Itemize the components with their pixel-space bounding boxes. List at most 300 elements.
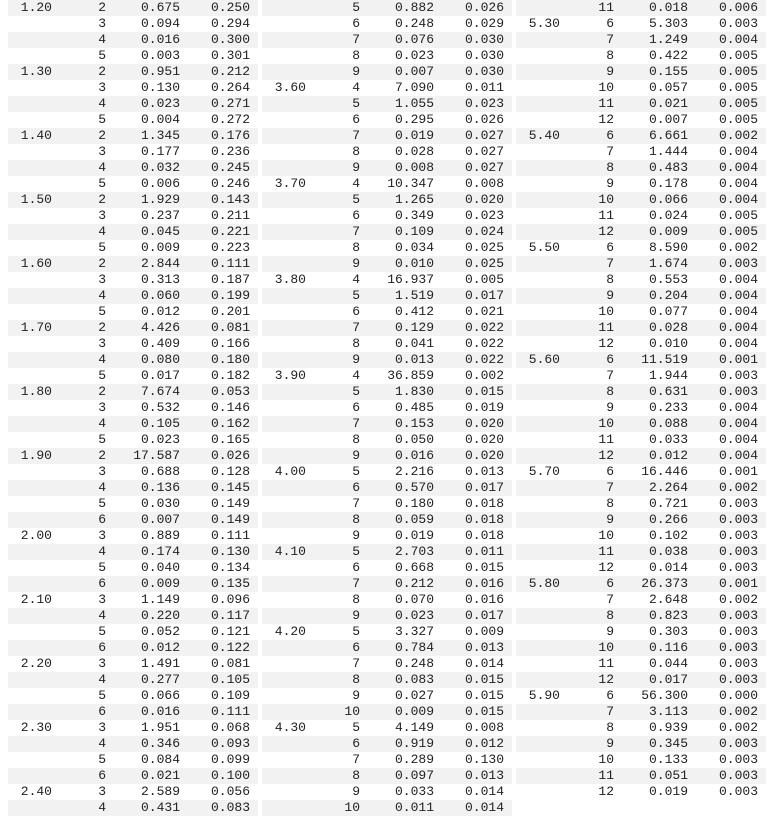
table-row [516, 48, 766, 64]
ratio-cell: 0.030 [464, 48, 504, 63]
row-key-cell: 5.50 [528, 240, 560, 255]
ratio-cell: 0.023 [464, 208, 504, 223]
table-row [516, 368, 766, 384]
value-cell: 0.030 [140, 496, 180, 511]
ratio-cell: 0.030 [464, 64, 504, 79]
table-row [8, 256, 258, 272]
value-cell: 0.483 [648, 160, 688, 175]
ratio-cell: 0.111 [210, 528, 250, 543]
table-row [8, 352, 258, 368]
table-row [262, 400, 512, 416]
value-cell: 0.027 [394, 688, 434, 703]
table-row [262, 624, 512, 640]
value-cell: 10.347 [387, 176, 434, 191]
index-cell: 6 [98, 640, 106, 655]
ratio-cell: 0.246 [210, 176, 250, 191]
ratio-cell: 0.003 [718, 736, 758, 751]
index-cell: 11 [598, 320, 614, 335]
ratio-cell: 0.014 [464, 784, 504, 799]
row-key-cell: 3.80 [274, 272, 306, 287]
ratio-cell: 0.012 [464, 736, 504, 751]
table-row [516, 32, 766, 48]
ratio-cell: 0.003 [718, 384, 758, 399]
table-row [516, 80, 766, 96]
table-row [262, 448, 512, 464]
ratio-cell: 0.003 [718, 560, 758, 575]
index-cell: 5 [352, 720, 360, 735]
index-cell: 9 [606, 512, 614, 527]
index-cell: 4 [98, 672, 106, 687]
ratio-cell: 0.018 [464, 528, 504, 543]
value-cell: 0.050 [394, 432, 434, 447]
index-cell: 4 [98, 224, 106, 239]
table-row [8, 720, 258, 736]
row-key-cell: 2.40 [20, 784, 52, 799]
value-cell: 0.345 [648, 736, 688, 751]
index-cell: 10 [344, 704, 360, 719]
value-cell: 11.519 [641, 352, 688, 367]
value-cell: 1.951 [140, 720, 180, 735]
value-cell: 3.113 [648, 704, 688, 719]
index-cell: 7 [352, 416, 360, 431]
value-cell: 4.149 [394, 720, 434, 735]
ratio-cell: 0.023 [464, 96, 504, 111]
value-cell: 0.009 [140, 240, 180, 255]
value-cell: 0.041 [394, 336, 434, 351]
table-row [262, 256, 512, 272]
ratio-cell: 0.004 [718, 32, 758, 47]
table-row [516, 480, 766, 496]
table-row [516, 160, 766, 176]
table-row [262, 192, 512, 208]
table-row [8, 48, 258, 64]
table-row [8, 240, 258, 256]
value-cell: 0.012 [140, 640, 180, 655]
value-cell: 0.094 [140, 16, 180, 31]
ratio-cell: 0.004 [718, 304, 758, 319]
index-cell: 5 [98, 624, 106, 639]
value-cell: 0.007 [394, 64, 434, 79]
index-cell: 4 [98, 480, 106, 495]
table-row [516, 224, 766, 240]
index-cell: 12 [598, 112, 614, 127]
table-row [516, 768, 766, 784]
ratio-cell: 0.236 [210, 144, 250, 159]
index-cell: 6 [98, 512, 106, 527]
index-cell: 7 [606, 144, 614, 159]
table-row [262, 32, 512, 48]
table-row [262, 80, 512, 96]
index-cell: 6 [606, 128, 614, 143]
value-cell: 1.345 [140, 128, 180, 143]
index-cell: 4 [98, 608, 106, 623]
ratio-cell: 0.111 [210, 704, 250, 719]
table-row [8, 224, 258, 240]
value-cell: 0.033 [394, 784, 434, 799]
index-cell: 3 [98, 784, 106, 799]
index-cell: 6 [606, 688, 614, 703]
index-cell: 6 [352, 208, 360, 223]
value-cell: 0.116 [648, 640, 688, 655]
row-key-cell: 5.30 [528, 16, 560, 31]
value-cell: 6.661 [648, 128, 688, 143]
index-cell: 4 [352, 80, 360, 95]
index-cell: 7 [606, 704, 614, 719]
row-key-cell: 1.50 [20, 192, 52, 207]
row-key-cell: 1.80 [20, 384, 52, 399]
value-cell: 0.721 [648, 496, 688, 511]
table-row [262, 48, 512, 64]
value-cell: 0.014 [648, 560, 688, 575]
table-row [8, 592, 258, 608]
value-cell: 0.034 [394, 240, 434, 255]
ratio-cell: 0.134 [210, 560, 250, 575]
value-cell: 0.033 [648, 432, 688, 447]
value-cell: 0.431 [140, 800, 180, 815]
table-row [262, 768, 512, 784]
table-row [8, 416, 258, 432]
index-cell: 7 [606, 592, 614, 607]
index-cell: 2 [98, 448, 106, 463]
table-row [516, 640, 766, 656]
value-cell: 0.076 [394, 32, 434, 47]
row-key-cell: 1.40 [20, 128, 52, 143]
index-cell: 5 [98, 368, 106, 383]
value-cell: 0.013 [394, 352, 434, 367]
table-row [516, 528, 766, 544]
row-key-cell: 2.20 [20, 656, 52, 671]
ratio-cell: 0.005 [464, 272, 504, 287]
value-cell: 0.675 [140, 0, 180, 15]
value-cell: 0.012 [140, 304, 180, 319]
ratio-cell: 0.003 [718, 768, 758, 783]
table-row [516, 272, 766, 288]
index-cell: 2 [98, 64, 106, 79]
ratio-cell: 0.013 [464, 464, 504, 479]
value-cell: 0.277 [140, 672, 180, 687]
row-key-cell: 5.40 [528, 128, 560, 143]
table-row [262, 528, 512, 544]
ratio-cell: 0.020 [464, 432, 504, 447]
value-cell: 0.631 [648, 384, 688, 399]
value-cell: 0.919 [394, 736, 434, 751]
row-key-cell: 3.60 [274, 80, 306, 95]
table-row [262, 336, 512, 352]
value-cell: 0.346 [140, 736, 180, 751]
table-row [516, 0, 766, 16]
value-cell: 0.784 [394, 640, 434, 655]
index-cell: 2 [98, 256, 106, 271]
table-row [8, 656, 258, 672]
index-cell: 5 [98, 752, 106, 767]
index-cell: 4 [98, 32, 106, 47]
table-row [262, 320, 512, 336]
ratio-cell: 0.020 [464, 416, 504, 431]
index-cell: 6 [352, 560, 360, 575]
value-cell: 0.077 [648, 304, 688, 319]
ratio-cell: 0.004 [718, 272, 758, 287]
ratio-cell: 0.149 [210, 496, 250, 511]
row-key-cell: 1.60 [20, 256, 52, 271]
index-cell: 5 [98, 432, 106, 447]
index-cell: 7 [352, 320, 360, 335]
ratio-cell: 0.026 [210, 448, 250, 463]
ratio-cell: 0.015 [464, 672, 504, 687]
value-cell: 2.844 [140, 256, 180, 271]
value-cell: 0.052 [140, 624, 180, 639]
value-cell: 0.011 [394, 800, 434, 815]
index-cell: 5 [352, 544, 360, 559]
ratio-cell: 0.024 [464, 224, 504, 239]
value-cell: 0.023 [140, 96, 180, 111]
value-cell: 0.045 [140, 224, 180, 239]
ratio-cell: 0.013 [464, 640, 504, 655]
table-row [8, 560, 258, 576]
table-row [516, 592, 766, 608]
index-cell: 4 [352, 176, 360, 191]
value-cell: 0.939 [648, 720, 688, 735]
value-cell: 0.040 [140, 560, 180, 575]
table-row [262, 64, 512, 80]
ratio-cell: 0.003 [718, 752, 758, 767]
table-row [516, 560, 766, 576]
table-row [8, 640, 258, 656]
index-cell: 5 [352, 288, 360, 303]
value-cell: 2.216 [394, 464, 434, 479]
ratio-cell: 0.014 [464, 656, 504, 671]
index-cell: 5 [98, 240, 106, 255]
index-cell: 9 [606, 176, 614, 191]
table-row [8, 80, 258, 96]
table-row [8, 368, 258, 384]
value-cell: 1.944 [648, 368, 688, 383]
value-cell: 0.060 [140, 288, 180, 303]
value-cell: 0.017 [140, 368, 180, 383]
row-key-cell: 4.10 [274, 544, 306, 559]
table-row [8, 480, 258, 496]
value-cell: 17.587 [133, 448, 180, 463]
index-cell: 11 [598, 208, 614, 223]
ratio-cell: 0.211 [210, 208, 250, 223]
value-cell: 0.016 [140, 704, 180, 719]
value-cell: 0.289 [394, 752, 434, 767]
table-row [8, 688, 258, 704]
index-cell: 12 [598, 336, 614, 351]
value-cell: 16.937 [387, 272, 434, 287]
index-cell: 5 [98, 176, 106, 191]
index-cell: 10 [598, 80, 614, 95]
table-row [516, 16, 766, 32]
index-cell: 8 [606, 160, 614, 175]
table-row [516, 256, 766, 272]
table-row [8, 784, 258, 800]
ratio-cell: 0.004 [718, 160, 758, 175]
value-cell: 0.023 [394, 48, 434, 63]
ratio-cell: 0.027 [464, 160, 504, 175]
table-row [516, 384, 766, 400]
ratio-cell: 0.301 [210, 48, 250, 63]
ratio-cell: 0.020 [464, 448, 504, 463]
index-cell: 4 [98, 800, 106, 815]
ratio-cell: 0.025 [464, 256, 504, 271]
value-cell: 0.155 [648, 64, 688, 79]
index-cell: 3 [98, 208, 106, 223]
ratio-cell: 0.022 [464, 336, 504, 351]
row-key-cell: 5.70 [528, 464, 560, 479]
value-cell: 0.004 [140, 112, 180, 127]
table-row [8, 16, 258, 32]
value-cell: 0.248 [394, 16, 434, 31]
ratio-cell: 0.111 [210, 256, 250, 271]
row-key-cell: 5.80 [528, 576, 560, 591]
value-cell: 0.248 [394, 656, 434, 671]
ratio-cell: 0.004 [718, 448, 758, 463]
ratio-cell: 0.017 [464, 288, 504, 303]
value-cell: 0.532 [140, 400, 180, 415]
index-cell: 7 [352, 752, 360, 767]
index-cell: 9 [606, 64, 614, 79]
ratio-cell: 0.081 [210, 656, 250, 671]
ratio-cell: 0.105 [210, 672, 250, 687]
table-row [262, 592, 512, 608]
row-key-cell: 5.90 [528, 688, 560, 703]
index-cell: 6 [606, 16, 614, 31]
ratio-cell: 0.004 [718, 320, 758, 335]
value-cell: 0.177 [140, 144, 180, 159]
value-cell: 0.009 [394, 704, 434, 719]
table-row [8, 32, 258, 48]
value-cell: 0.021 [140, 768, 180, 783]
ratio-cell: 0.176 [210, 128, 250, 143]
value-cell: 0.303 [648, 624, 688, 639]
value-cell: 0.109 [394, 224, 434, 239]
value-cell: 2.703 [394, 544, 434, 559]
ratio-cell: 0.004 [718, 432, 758, 447]
table-row [262, 560, 512, 576]
value-cell: 0.003 [140, 48, 180, 63]
table-row [8, 176, 258, 192]
row-key-cell: 4.00 [274, 464, 306, 479]
index-cell: 6 [606, 240, 614, 255]
ratio-cell: 0.021 [464, 304, 504, 319]
ratio-cell: 0.005 [718, 48, 758, 63]
ratio-cell: 0.002 [718, 704, 758, 719]
ratio-cell: 0.027 [464, 128, 504, 143]
value-cell: 2.648 [648, 592, 688, 607]
table-row [262, 176, 512, 192]
ratio-cell: 0.008 [464, 720, 504, 735]
ratio-cell: 0.145 [210, 480, 250, 495]
ratio-cell: 0.201 [210, 304, 250, 319]
ratio-cell: 0.008 [464, 176, 504, 191]
ratio-cell: 0.011 [464, 544, 504, 559]
index-cell: 5 [352, 384, 360, 399]
value-cell: 0.153 [394, 416, 434, 431]
ratio-cell: 0.135 [210, 576, 250, 591]
ratio-cell: 0.020 [464, 192, 504, 207]
index-cell: 12 [598, 560, 614, 575]
table-row [262, 272, 512, 288]
value-cell: 0.889 [140, 528, 180, 543]
value-cell: 0.023 [394, 608, 434, 623]
value-cell: 0.412 [394, 304, 434, 319]
index-cell: 2 [98, 384, 106, 399]
ratio-cell: 0.015 [464, 560, 504, 575]
index-cell: 9 [606, 400, 614, 415]
ratio-cell: 0.005 [718, 112, 758, 127]
ratio-cell: 0.109 [210, 688, 250, 703]
index-cell: 6 [352, 304, 360, 319]
index-cell: 9 [352, 608, 360, 623]
value-cell: 0.553 [648, 272, 688, 287]
ratio-cell: 0.006 [718, 0, 758, 15]
value-cell: 0.066 [648, 192, 688, 207]
value-cell: 0.220 [140, 608, 180, 623]
table-row [8, 464, 258, 480]
table-row [8, 320, 258, 336]
ratio-cell: 0.096 [210, 592, 250, 607]
index-cell: 2 [98, 192, 106, 207]
table-row [262, 784, 512, 800]
table-row [516, 320, 766, 336]
ratio-cell: 0.003 [718, 640, 758, 655]
index-cell: 11 [598, 432, 614, 447]
value-cell: 0.180 [394, 496, 434, 511]
value-cell: 1.265 [394, 192, 434, 207]
table-row [262, 432, 512, 448]
ratio-cell: 0.245 [210, 160, 250, 175]
index-cell: 8 [606, 272, 614, 287]
index-cell: 8 [352, 144, 360, 159]
table-row [262, 16, 512, 32]
row-key-cell: 1.30 [20, 64, 52, 79]
value-cell: 0.313 [140, 272, 180, 287]
ratio-cell: 0.250 [210, 0, 250, 15]
ratio-cell: 0.143 [210, 192, 250, 207]
index-cell: 3 [98, 336, 106, 351]
ratio-cell: 0.018 [464, 496, 504, 511]
index-cell: 4 [98, 288, 106, 303]
index-cell: 6 [606, 352, 614, 367]
value-cell: 0.080 [140, 352, 180, 367]
table-row [262, 208, 512, 224]
value-cell: 0.016 [394, 448, 434, 463]
ratio-cell: 0.004 [718, 416, 758, 431]
row-key-cell: 1.20 [20, 0, 52, 15]
index-cell: 9 [606, 624, 614, 639]
ratio-cell: 0.083 [210, 800, 250, 815]
value-cell: 0.009 [648, 224, 688, 239]
value-cell: 0.668 [394, 560, 434, 575]
ratio-cell: 0.019 [464, 400, 504, 415]
table-row [516, 64, 766, 80]
value-cell: 7.674 [140, 384, 180, 399]
row-key-cell: 1.90 [20, 448, 52, 463]
ratio-cell: 0.212 [210, 64, 250, 79]
value-cell: 0.295 [394, 112, 434, 127]
ratio-cell: 0.005 [718, 64, 758, 79]
table-row [8, 400, 258, 416]
table-row [262, 416, 512, 432]
ratio-cell: 0.026 [464, 112, 504, 127]
value-cell: 1.444 [648, 144, 688, 159]
value-cell: 0.032 [140, 160, 180, 175]
index-cell: 9 [352, 528, 360, 543]
ratio-cell: 0.017 [464, 480, 504, 495]
ratio-cell: 0.182 [210, 368, 250, 383]
table-row [262, 112, 512, 128]
value-cell: 0.059 [394, 512, 434, 527]
